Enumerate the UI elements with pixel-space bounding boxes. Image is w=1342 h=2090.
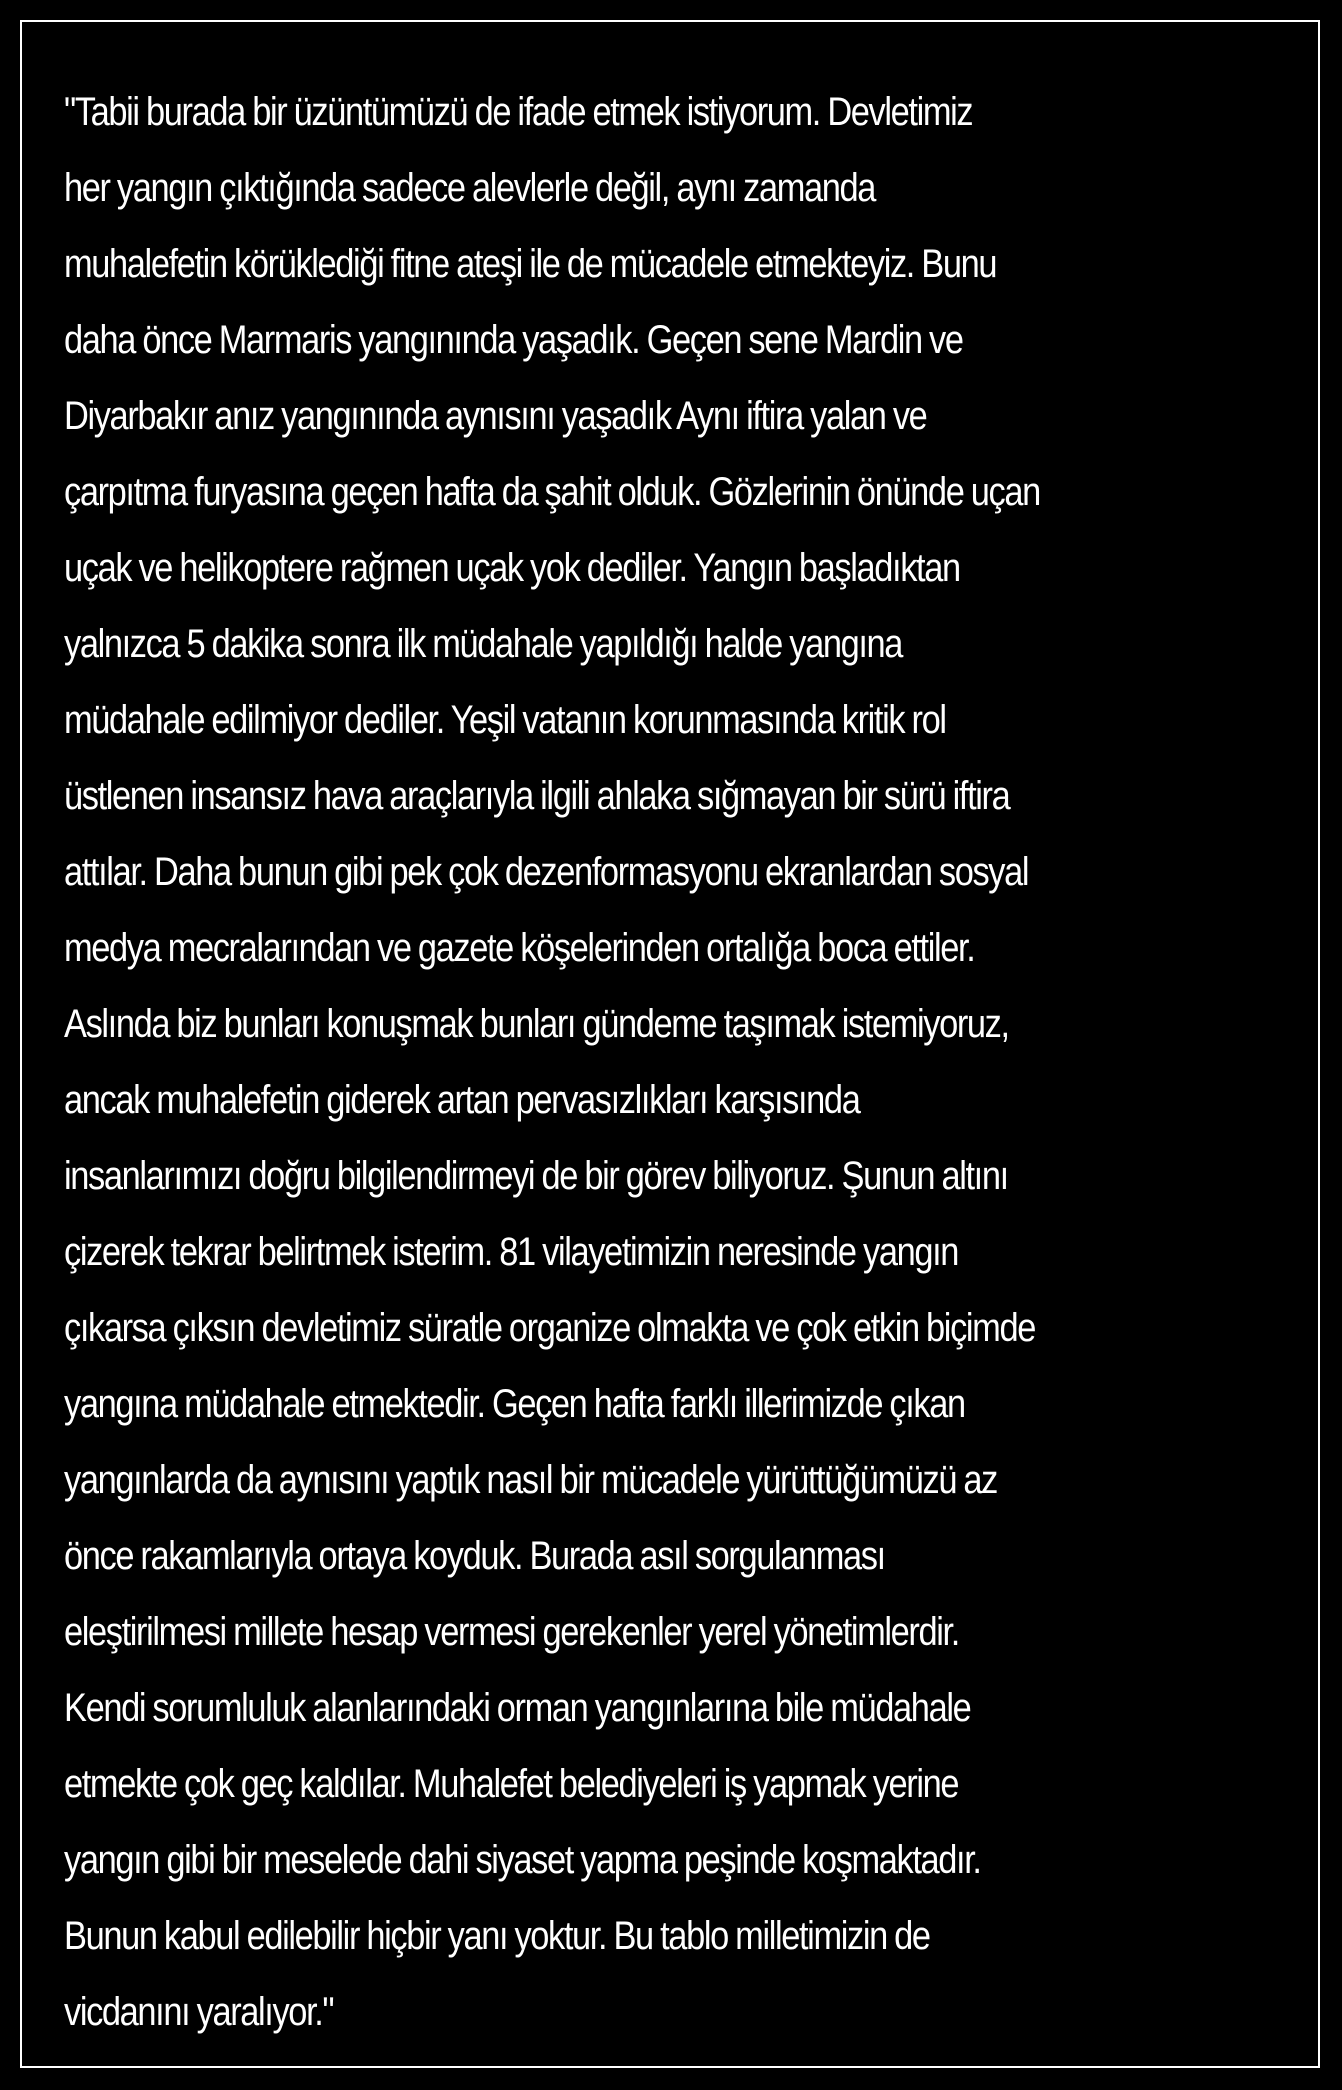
quote-line: yalnızca 5 dakika sonra ilk müdahale yapıldığı halde yangına (64, 622, 903, 666)
quote-line: çıkarsa çıksın devletimiz süratle organize olmakta ve çok etkin biçimde (64, 1306, 1035, 1350)
quote-line: yangına müdahale etmektedir. Geçen hafta farklı illerimizde çıkan (64, 1382, 965, 1426)
quote-line: attılar. Daha bunun gibi pek çok dezenformasyonu ekranlardan sosyal (64, 850, 1029, 894)
quote-line: Kendi sorumluluk alanlarındaki orman yangınlarına bile müdahale (64, 1686, 971, 1730)
quote-line: insanlarımızı doğru bilgilendirmeyi de bir görev biliyoruz. Şunun altını (64, 1154, 1008, 1198)
quote-line: çizerek tekrar belirtmek isterim. 81 vilayetimizin neresinde yangın (64, 1230, 959, 1274)
quote-line: çarpıtma furyasına geçen hafta da şahit olduk. Gözlerinin önünde uçan (64, 470, 1040, 514)
quote-line: yangınlarda da aynısını yaptık nasıl bir mücadele yürüttüğümüzü az (64, 1458, 997, 1502)
quote-line: üstlenen insansız hava araçlarıyla ilgili ahlaka sığmayan bir sürü iftira (64, 774, 1010, 818)
quote-text (64, 74, 1139, 2050)
quote-line: muhalefetin körüklediği fitne ateşi ile de mücadele etmekteyiz. Bunu (64, 242, 997, 286)
quote-line: önce rakamlarıyla ortaya koyduk. Burada asıl sorgulanması (64, 1534, 885, 1578)
quote-line: her yangın çıktığında sadece alevlerle değil, aynı zamanda (64, 166, 876, 210)
quote-line: medya mecralarından ve gazete köşelerinden ortalığa boca ettiler. (64, 926, 975, 970)
quote-line: müdahale edilmiyor dediler. Yeşil vatanın korunmasında kritik rol (64, 698, 946, 742)
quote-line: daha önce Marmaris yangınında yaşadık. Geçen sene Mardin ve (64, 318, 963, 362)
quote-line: eleştirilmesi millete hesap vermesi gerekenler yerel yönetimlerdir. (64, 1610, 959, 1654)
quote-frame (20, 20, 1320, 2068)
quote-line: Aslında biz bunları konuşmak bunları gündeme taşımak istemiyoruz, (64, 1002, 1009, 1046)
quote-line: Bunun kabul edilebilir hiçbir yanı yoktur. Bu tablo milletimizin de (64, 1914, 930, 1958)
quote-line: ancak muhalefetin giderek artan pervasızlıkları karşısında (64, 1078, 860, 1122)
quote-line: Diyarbakır anız yangınında aynısını yaşadık Aynı iftira yalan ve (64, 394, 927, 438)
quote-line: etmekte çok geç kaldılar. Muhalefet belediyeleri iş yapmak yerine (64, 1762, 959, 1806)
quote-line: uçak ve helikoptere rağmen uçak yok dediler. Yangın başladıktan (64, 546, 960, 590)
quote-line: vicdanını yaralıyor." (64, 1990, 334, 2034)
quote-line: "Tabii burada bir üzüntümüzü de ifade etmek istiyorum. Devletimiz (64, 90, 973, 134)
quote-line: yangın gibi bir meselede dahi siyaset yapma peşinde koşmaktadır. (64, 1838, 981, 1882)
